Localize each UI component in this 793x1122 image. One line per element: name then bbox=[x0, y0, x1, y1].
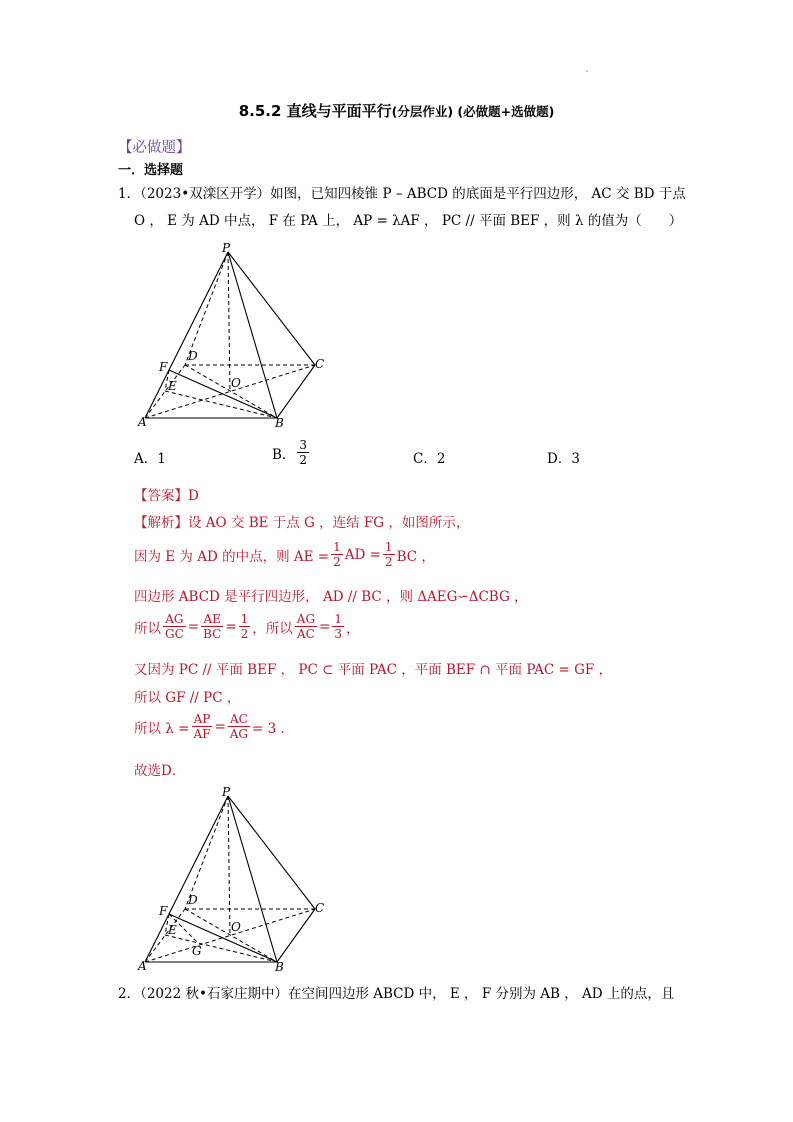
option-b-num: 3 bbox=[299, 438, 308, 452]
label-O: O bbox=[231, 920, 241, 934]
solution-line-1 bbox=[134, 511, 469, 531]
q2-line bbox=[118, 982, 674, 1006]
label-A: A bbox=[138, 415, 147, 429]
pyramid-figure-2 bbox=[130, 784, 330, 974]
label-C: C bbox=[315, 357, 325, 371]
option-b-den: 2 bbox=[299, 453, 308, 467]
frac-num: AC bbox=[229, 712, 248, 726]
frac-num: 1 bbox=[384, 540, 393, 554]
q1-line1 bbox=[118, 182, 686, 206]
option-b-fraction bbox=[297, 438, 309, 467]
solution-line-8: 故选D． bbox=[134, 763, 186, 779]
frac-den: 2 bbox=[240, 627, 249, 641]
q1-number: 1． bbox=[118, 186, 141, 202]
frac-den: 3 bbox=[334, 627, 342, 641]
option-d: D．3 bbox=[547, 451, 580, 467]
segment-PO bbox=[228, 796, 230, 936]
solution-4b: = bbox=[187, 618, 200, 635]
segment-EB bbox=[165, 391, 277, 418]
segment-PO bbox=[228, 252, 230, 392]
frac-num: AG bbox=[296, 612, 316, 626]
solution-7c: = 3 ． bbox=[252, 720, 295, 737]
answer-tag: 【答案】 bbox=[134, 488, 188, 504]
stray-dot bbox=[586, 70, 588, 72]
answer-value: D bbox=[188, 488, 199, 504]
solution-line-4 bbox=[134, 612, 360, 641]
required-tag: 【必做题】 bbox=[118, 140, 191, 156]
solution-line-6: 所以 GF // PC ， bbox=[134, 690, 241, 706]
title-main: 8.5.2 直线与平面平行 bbox=[238, 102, 392, 120]
label-E: E bbox=[168, 923, 177, 937]
label-C: C bbox=[315, 901, 325, 915]
frac-den: AC bbox=[296, 627, 315, 641]
label-D: D bbox=[188, 349, 198, 363]
option-b bbox=[272, 438, 311, 467]
frac-den: 2 bbox=[333, 555, 341, 569]
segment-FB bbox=[169, 914, 277, 962]
option-a: A．1 bbox=[134, 451, 166, 467]
frac-l4-3 bbox=[239, 612, 251, 641]
solution-2a: 因为 E 为 AD 的中点，则 AE = bbox=[134, 548, 330, 565]
solution-4a: 所以 bbox=[134, 620, 161, 637]
segment-FB bbox=[169, 370, 277, 418]
label-P: P bbox=[222, 785, 231, 799]
label-E: E bbox=[168, 379, 177, 393]
solution-line-2 bbox=[134, 540, 435, 569]
edge-PB bbox=[228, 796, 277, 962]
frac-l7-1 bbox=[191, 712, 212, 741]
q1-line2: O ， E 为 AD 中点， F 在 PA 上， AP = λAF ， PC // 平面 BEF ，则 λ 的值为（ ） bbox=[134, 213, 683, 229]
solution-4c: = bbox=[225, 618, 237, 635]
section-heading: 一．选择题 bbox=[118, 163, 184, 178]
q2-text: （2022 秋•石家庄期中）在空间四边形 ABCD 中， E ， F 分别为 AB ， AD 上的点，且 bbox=[140, 986, 675, 1002]
edge-PA bbox=[145, 796, 228, 962]
q1-source: （2023•双滦区开学） bbox=[140, 186, 271, 202]
answer-line bbox=[134, 484, 199, 504]
frac-num: AE bbox=[203, 612, 221, 626]
solution-text-1: 设 AO 交 BE 于点 G ，连结 FG ，如图所示， bbox=[188, 515, 470, 531]
frac-den: AG bbox=[229, 727, 249, 741]
pyramid-figure-1 bbox=[130, 240, 330, 430]
frac-num: 1 bbox=[240, 612, 249, 626]
solution-4e: = bbox=[319, 618, 331, 635]
edge-PA bbox=[145, 252, 228, 418]
frac-num: AP bbox=[193, 712, 211, 726]
label-D: D bbox=[188, 893, 198, 907]
frac-l2-2 bbox=[383, 540, 395, 569]
solution-4f: ， bbox=[346, 620, 360, 637]
label-O: O bbox=[231, 376, 241, 390]
solution-7a: 所以 λ = bbox=[134, 720, 190, 737]
frac-l4-4 bbox=[295, 612, 317, 641]
label-F: F bbox=[159, 904, 168, 918]
q2-number: 2． bbox=[118, 986, 141, 1002]
page-title bbox=[0, 100, 793, 121]
solution-7b: = bbox=[214, 718, 226, 735]
frac-l2-1 bbox=[331, 540, 343, 569]
label-G: G bbox=[192, 944, 202, 958]
label-F: F bbox=[159, 360, 168, 374]
frac-l4-5 bbox=[332, 612, 344, 641]
solution-line-7 bbox=[134, 712, 294, 741]
title-sub: (分层作业) (必做题+选做题) bbox=[391, 104, 555, 119]
frac-l7-2 bbox=[228, 712, 250, 741]
option-c: C．2 bbox=[413, 451, 446, 467]
frac-num: AG bbox=[165, 612, 184, 626]
segment-EB bbox=[165, 935, 277, 962]
frac-l4-1 bbox=[163, 612, 186, 641]
frac-den: BC bbox=[203, 627, 222, 641]
solution-2b: AD = bbox=[344, 546, 381, 563]
label-B: B bbox=[275, 416, 284, 430]
edge-BC bbox=[277, 365, 315, 418]
frac-num: 1 bbox=[334, 612, 342, 626]
solution-tag: 【解析】 bbox=[134, 515, 188, 531]
solution-2c: BC ， bbox=[396, 548, 435, 565]
edge-BC bbox=[277, 909, 315, 962]
label-A: A bbox=[138, 959, 147, 973]
edge-PB bbox=[228, 252, 277, 418]
frac-num: 1 bbox=[333, 540, 341, 554]
solution-line-3: 四边形 ABCD 是平行四边形， AD // BC ，则 ΔAEG∽ΔCBG ， bbox=[134, 589, 528, 605]
q1-text-line1: 如图，已知四棱锥 P – ABCD 的底面是平行四边形， AC 交 BD 于点 bbox=[270, 186, 686, 202]
label-B: B bbox=[275, 960, 284, 974]
frac-l4-2 bbox=[201, 612, 223, 641]
edge-PC bbox=[228, 252, 315, 365]
solution-4d: ，所以 bbox=[252, 620, 293, 637]
frac-den: AF bbox=[193, 727, 211, 741]
frac-den: 2 bbox=[384, 555, 393, 569]
option-b-label: B． bbox=[272, 446, 296, 463]
frac-den: GC bbox=[165, 627, 184, 641]
solution-line-5: 又因为 PC // 平面 BEF ， PC ⊂ 平面 PAC ，平面 BEF ∩ 平面 PAC = GF ， bbox=[134, 662, 613, 678]
label-P: P bbox=[222, 241, 231, 255]
edge-PC bbox=[228, 796, 315, 909]
